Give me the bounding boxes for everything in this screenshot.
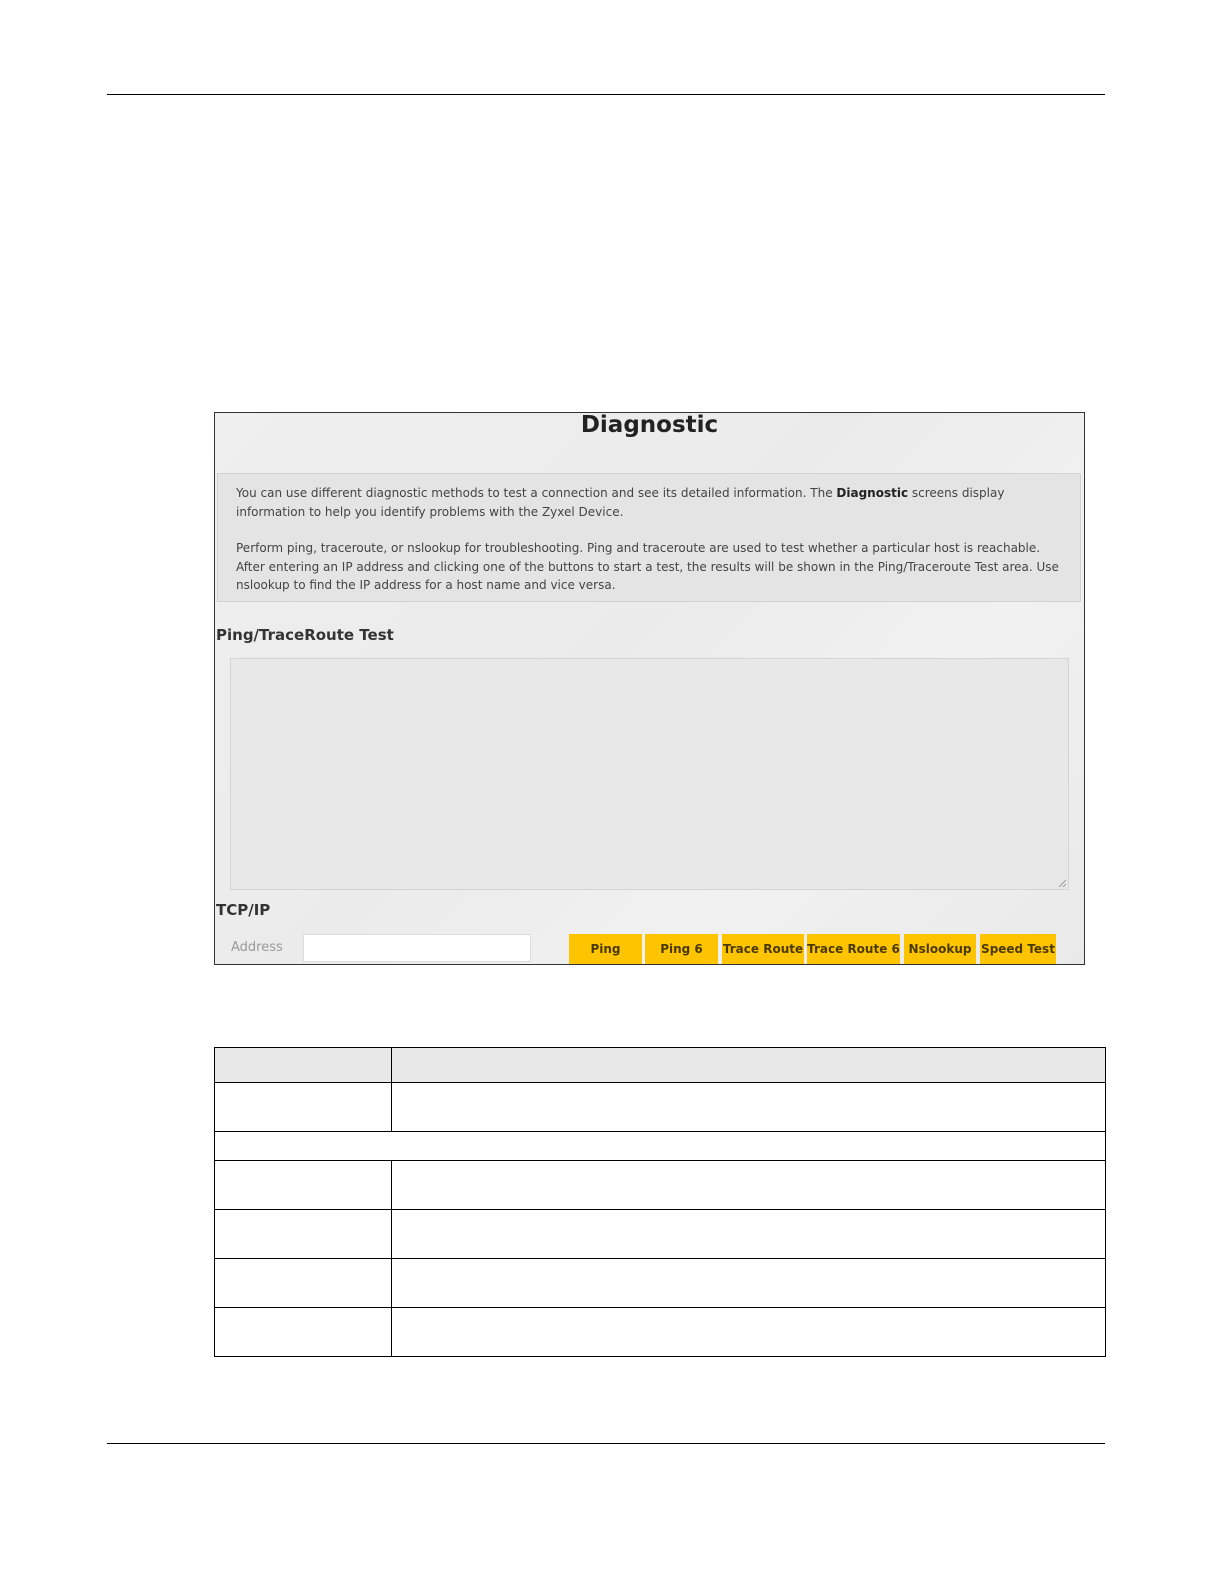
resize-grip-icon[interactable] [1058,879,1066,887]
info-text-end: screens display information to help you identify problems with the Zyxel Device. [236,486,1005,519]
field-description-table [214,1047,1106,1357]
footer-rule [107,1443,1105,1444]
address-input[interactable] [303,934,531,962]
trace-route6-button[interactable]: Trace Route 6 [807,934,900,964]
table-section-row [215,1132,1106,1161]
table-cell [392,1308,1106,1357]
table-cell [215,1083,392,1132]
info-paragraph-1 [236,484,1062,521]
table-cell [392,1083,1106,1132]
table-row [215,1083,1106,1132]
ping-traceroute-heading: Ping/TraceRoute Test [216,626,394,644]
table-cell [215,1308,392,1357]
ping6-button[interactable]: Ping 6 [645,934,718,964]
table-cell [392,1210,1106,1259]
table-cell [392,1259,1106,1308]
address-label: Address [231,940,283,955]
nslookup-button[interactable]: Nslookup [904,934,976,964]
table-row [215,1259,1106,1308]
info-box [217,473,1081,602]
table-header-cell [215,1048,392,1083]
info-text-bold: Diagnostic [836,486,909,500]
page-title: Diagnostic [580,412,719,438]
table-cell [215,1210,392,1259]
table-cell [215,1161,392,1210]
ping-button[interactable]: Ping [569,934,642,964]
speed-test-button[interactable]: Speed Test [980,934,1056,964]
info-paragraph-2: Perform ping, traceroute, or nslookup for troubleshooting. Ping and traceroute are used to test whether a particular host is reachable. After entering an IP address and clicking one of the buttons to start a test, the results will be shown in the Ping/Traceroute Test area. Use nslookup to find the IP address for a host name and vice versa. [236,541,1059,592]
table-row [215,1308,1106,1357]
tcp-ip-heading: TCP/IP [216,901,271,919]
table-header-row [215,1048,1106,1083]
table-row [215,1161,1106,1210]
table-header-cell [392,1048,1106,1083]
diagnostic-screenshot [214,412,1085,965]
info-text-start: You can use different diagnostic methods to test a connection and see its detailed information. The [236,486,837,500]
table-cell [215,1132,1106,1161]
header-rule [107,94,1105,95]
trace-route-button[interactable]: Trace Route [722,934,804,964]
table-cell [392,1161,1106,1210]
table-cell [215,1259,392,1308]
table-row [215,1210,1106,1259]
result-textarea[interactable] [230,658,1069,890]
